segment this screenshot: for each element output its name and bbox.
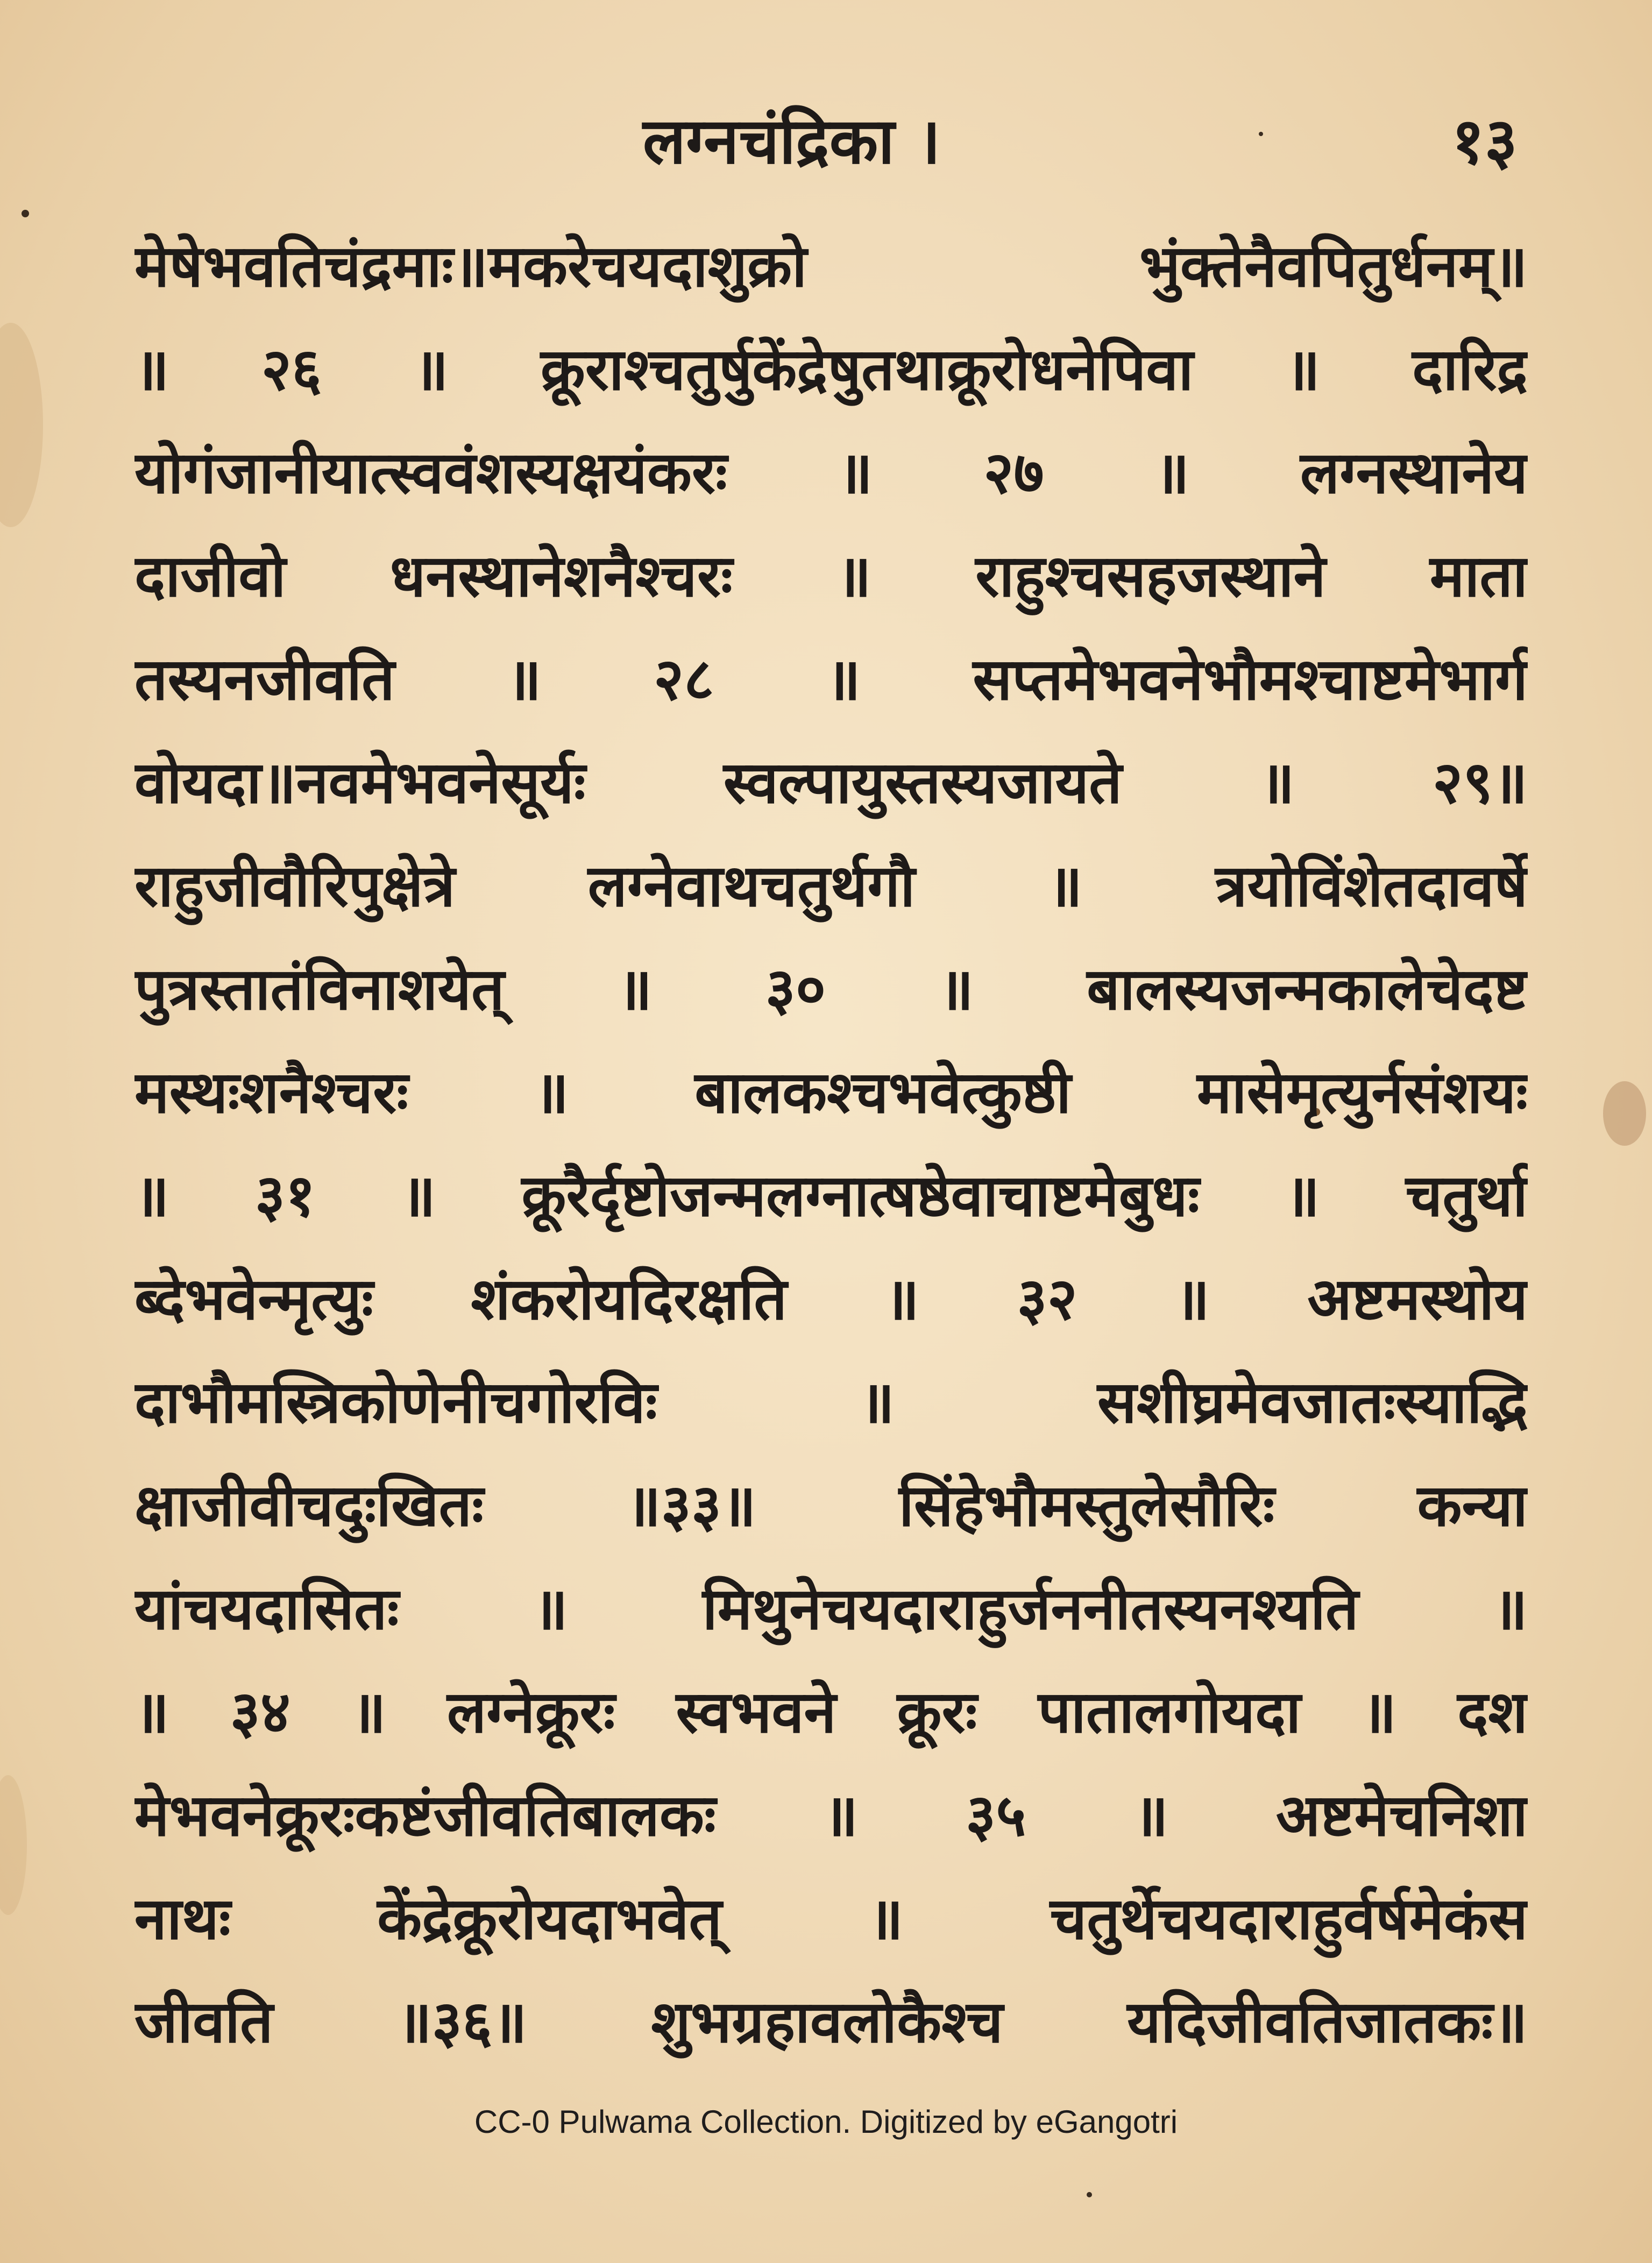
text-line: क्षाजीवीचदुःखितः ॥३३॥ सिंहेभौमस्तुलेसौरिः कन्या (134, 1472, 1528, 1540)
text-line: ब्देभवेन्मृत्युः शंकरोयदिरक्षति ॥ ३२ ॥ अष्टमस्थोय (134, 1266, 1528, 1333)
text-line: ॥ २६ ॥ क्रूराश्चतुर्षुकेंद्रेषुतथाक्रूरोधनेपिवा ॥ दारिद्र (134, 336, 1528, 403)
ink-speck (1087, 2192, 1092, 2197)
text-line: नाथः केंद्रेक्रूरोयदाभवेत् ॥ चतुर्थेचयदाराहुर्वर्षमेकंस (134, 1885, 1528, 1953)
body-text (134, 215, 1528, 2074)
text-line: योगंजानीयात्स्ववंशस्यक्षयंकरः ॥ २७ ॥ लग्नस्थानेय (134, 439, 1528, 507)
page-header (0, 94, 1652, 188)
text-line: वोयदा॥नवमेभवनेसूर्यः स्वल्पायुस्तस्यजायते ॥ २९॥ (134, 749, 1528, 817)
text-line: जीवति ॥३६॥ शुभग्रहावलोकैश्च यदिजीवतिजातकः॥ (134, 1989, 1528, 2056)
text-line: मेभवनेक्रूरःकष्टंजीवतिबालकः ॥ ३५ ॥ अष्टमेचनिशा (134, 1782, 1528, 1849)
running-title: लग्नचंद्रिका । (643, 104, 941, 178)
margin-stain (0, 1775, 27, 1915)
text-line: मेषेभवतिचंद्रमाः॥मकरेचयदाशुक्रो भुंक्तेनैवपितुर्धनम्॥ (134, 233, 1528, 300)
text-line: राहुजीवौरिपुक्षेत्रे लग्नेवाथचतुर्थगौ ॥ त्रयोविंशेतदावर्षे (134, 853, 1528, 920)
digitization-credit: CC-0 Pulwama Collection. Digitized by eGangotri (474, 2104, 1178, 2140)
text-line: दाजीवो धनस्थानेशनैश्चरः ॥ राहुश्चसहजस्थाने माता (134, 543, 1528, 610)
text-line: तस्यनजीवति ॥ २८ ॥ सप्तमेभवनेभौमश्चाष्टमेभार्ग (134, 646, 1528, 713)
text-line: मस्थःशनैश्चरः ॥ बालकश्चभवेत्कुष्ठी मासेमृत्युर्नसंशयः (134, 1059, 1528, 1126)
text-line: पुत्रस्तातंविनाशयेत् ॥ ३० ॥ बालस्यजन्मकालेचेदष्ट (134, 956, 1528, 1023)
text-line: ॥ ३१ ॥ क्रूरैर्दृष्टोजन्मलग्नात्षष्ठेवाचाष्टमेबुधः ॥ चतुर्था (134, 1162, 1528, 1230)
margin-stain (1603, 1081, 1646, 1146)
text-line: दाभौमस्त्रिकोणेनीचगोरविः ॥ सशीघ्रमेवजातःस्याद्भि (134, 1369, 1528, 1436)
margin-stain (0, 323, 43, 527)
ink-speck (22, 210, 29, 217)
page-number: १३ (1451, 104, 1518, 178)
text-line: ॥ ३४ ॥ लग्नेक्रूरः स्वभवने क्रूरः पातालगोयदा ॥ दश (134, 1679, 1528, 1746)
text-line: यांचयदासितः ॥ मिथुनेचयदाराहुर्जननीतस्यनश्यति ॥ (134, 1576, 1528, 1643)
